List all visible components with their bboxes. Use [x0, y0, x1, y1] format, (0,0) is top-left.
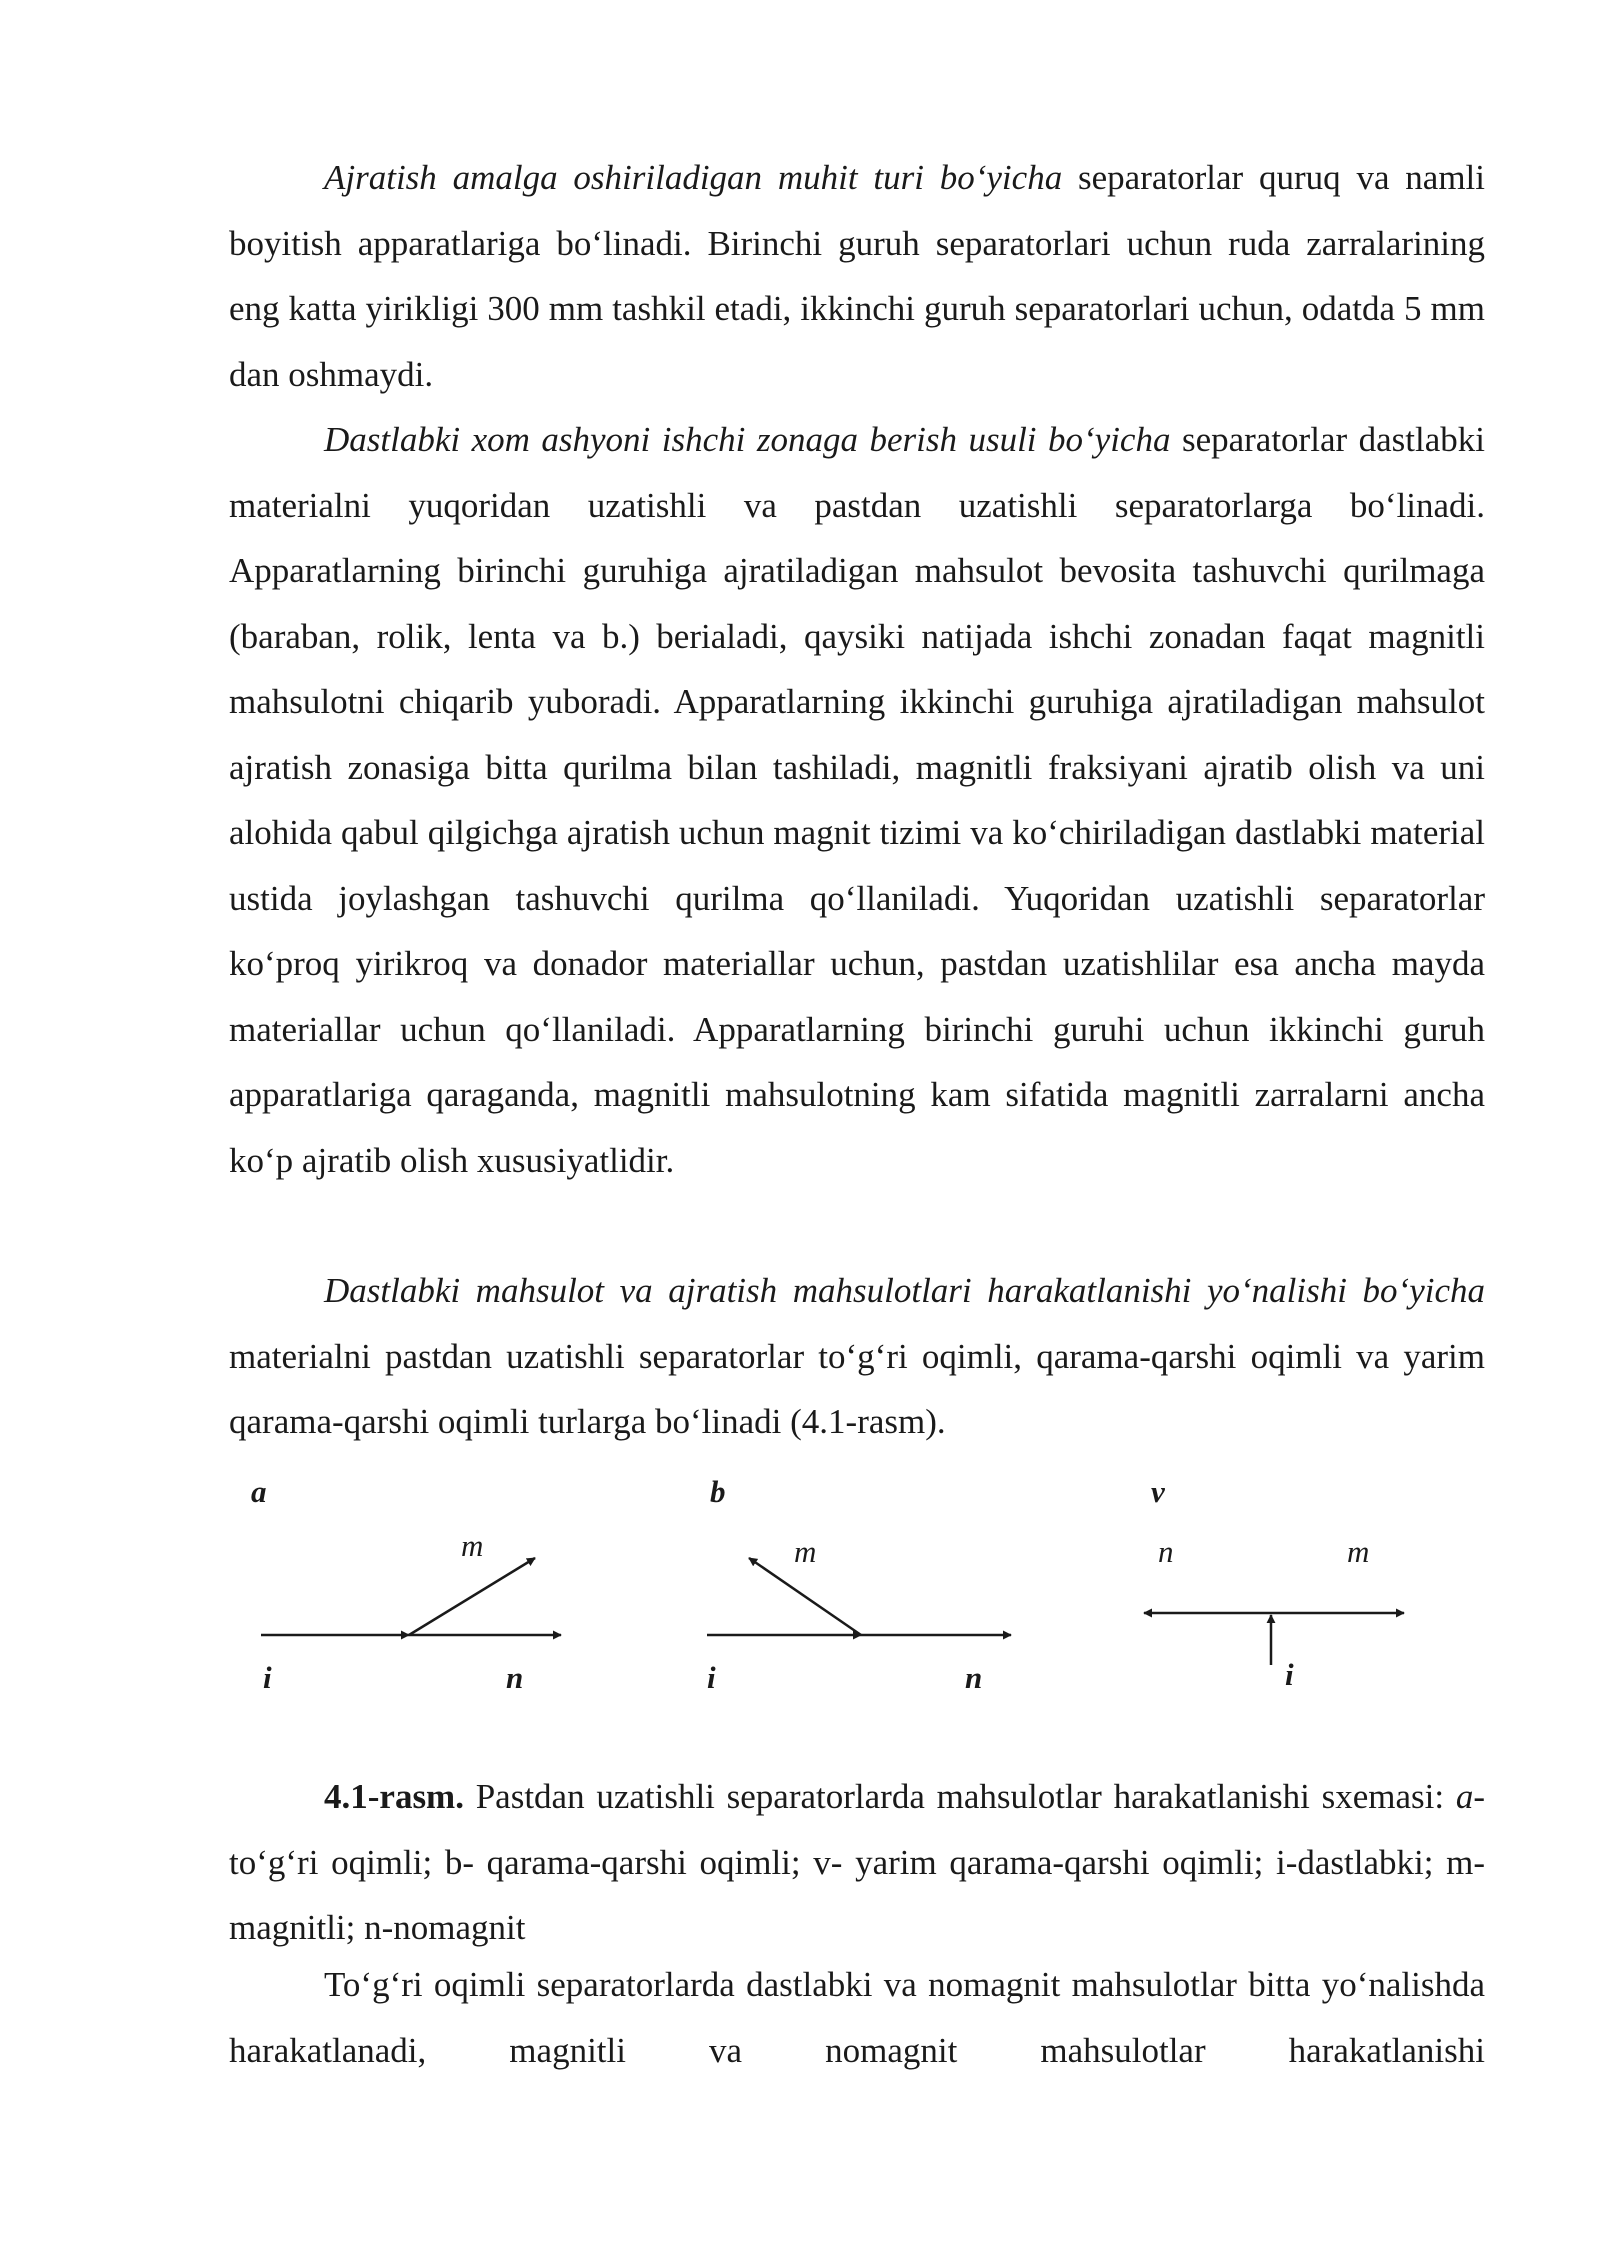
panel-a-magnetic-label: m — [461, 1528, 484, 1563]
panel-a-input-label: i — [263, 1660, 272, 1695]
panel-b-nonmagnetic-label: n — [965, 1660, 983, 1695]
paragraph-lead-italic: Dastlabki mahsulot va ajratish mahsulotlari harakatlanishi yo‘nalishi bo‘yicha — [324, 1271, 1485, 1310]
panel-b-input-label: i — [707, 1660, 716, 1695]
paragraph-text: separatorlar dastlabki materialni yuqoridan uzatishli va pastdan uzatishli separatorlarga bo‘linadi. Apparatlarning birinchi guruhiga ajratiladigan mahsulot bevosita tashuvchi qurilmaga (baraban, rolik, lenta va b.) berialadi, qaysiki natijada ishchi zonadan faqat magnitli mahsulotni chiqarib yuboradi. Apparatlarning ikkinchi guruhiga ajratiladigan mahsulot ajratish zonasiga bitta qurilma bilan tashiladi, magnitli fraksiyani ajratib olish va uni alohida qabul qilgichga ajratish uchun magnit tizimi va ko‘chiriladigan dastlabki material ustida joylashgan tashuvchi qurilma qo‘llaniladi. Yuqoridan uzatishli separatorlar ko‘proq yirikroq va donador materiallar uchun, pastdan uzatishlilar esa ancha mayda materiallar uchun qo‘llaniladi. Apparatlarning birinchi guruhi uchun ikkinchi guruh apparatlariga qaraganda, magnitli mahsulotning kam sifatida magnitli zarralarni ancha ko‘p ajratib olish xususiyatlidir. — [229, 420, 1485, 1180]
caption-text: Pastdan uzatishli separatorlarda mahsulotlar harakatlanishi sxemasi: — [463, 1777, 1456, 1816]
paragraph-text: separatorlar quruq va namli boyitish apparatlariga bo‘linadi. Birinchi guruh separatorlari uchun ruda zarralarining eng katta yirikligi 300 mm tashkil etadi, ikkinchi guruh separatorlari uchun, odatda 5 mm dan oshmaydi. — [229, 158, 1485, 394]
paragraph-text: materialni pastdan uzatishli separatorlar to‘g‘ri oqimli, qarama-qarshi oqimli va yarim qarama-qarshi oqimli turlarga bo‘linadi (4.1-rasm). — [229, 1336, 1485, 1441]
panel-b-magnetic-arrow — [749, 1558, 861, 1635]
paragraph-feed-method — [229, 407, 1485, 1193]
panel-a-magnetic-arrow — [409, 1558, 535, 1635]
panel-b-counter-current — [707, 1474, 1011, 1695]
paragraph-separation-medium — [229, 145, 1485, 407]
panel-v-nonmagnetic-label: n — [1158, 1534, 1174, 1569]
paragraph-lead-italic: Ajratish amalga oshiriladigan muhit turi bo‘yicha — [324, 158, 1063, 197]
figure-caption — [229, 1764, 1485, 1961]
caption-italic-a: a — [1455, 1777, 1474, 1816]
caption-text-continued: - to‘g‘ri oqimli; b- qarama-qarshi oqimli; v- yarim qarama-qarshi oqimli; i-dastlabki; m-magnitli; n-nomagnit — [229, 1777, 1485, 1947]
caption-number: 4.1-rasm. — [324, 1777, 464, 1816]
panel-a-label: a — [251, 1474, 267, 1509]
paragraph-flow-direction — [229, 1258, 1485, 1455]
panel-b-label: b — [710, 1474, 726, 1509]
paragraph-lead-italic: Dastlabki xom ashyoni ishchi zonaga berish usuli bo‘yicha — [324, 420, 1171, 459]
panel-v-magnetic-label: m — [1347, 1534, 1370, 1569]
flow-scheme-figure — [229, 1470, 1485, 1730]
panel-v-label: v — [1151, 1474, 1165, 1509]
paragraph-text: To‘g‘ri oqimli separatorlarda dastlabki va nomagnit mahsulotlar bitta yo‘nalishda harakatlanadi, magnitli va nomagnit mahsulotlar harakatlanishi — [229, 1965, 1485, 2070]
panel-b-magnetic-label: m — [794, 1534, 817, 1569]
paragraph-co-current — [229, 1952, 1485, 2083]
panel-a-nonmagnetic-label: n — [506, 1660, 524, 1695]
panel-a-co-current — [251, 1474, 561, 1695]
flow-scheme-diagram — [229, 1470, 1485, 1730]
panel-v-semi-counter-current — [1144, 1474, 1404, 1692]
panel-v-input-label: i — [1285, 1657, 1294, 1692]
